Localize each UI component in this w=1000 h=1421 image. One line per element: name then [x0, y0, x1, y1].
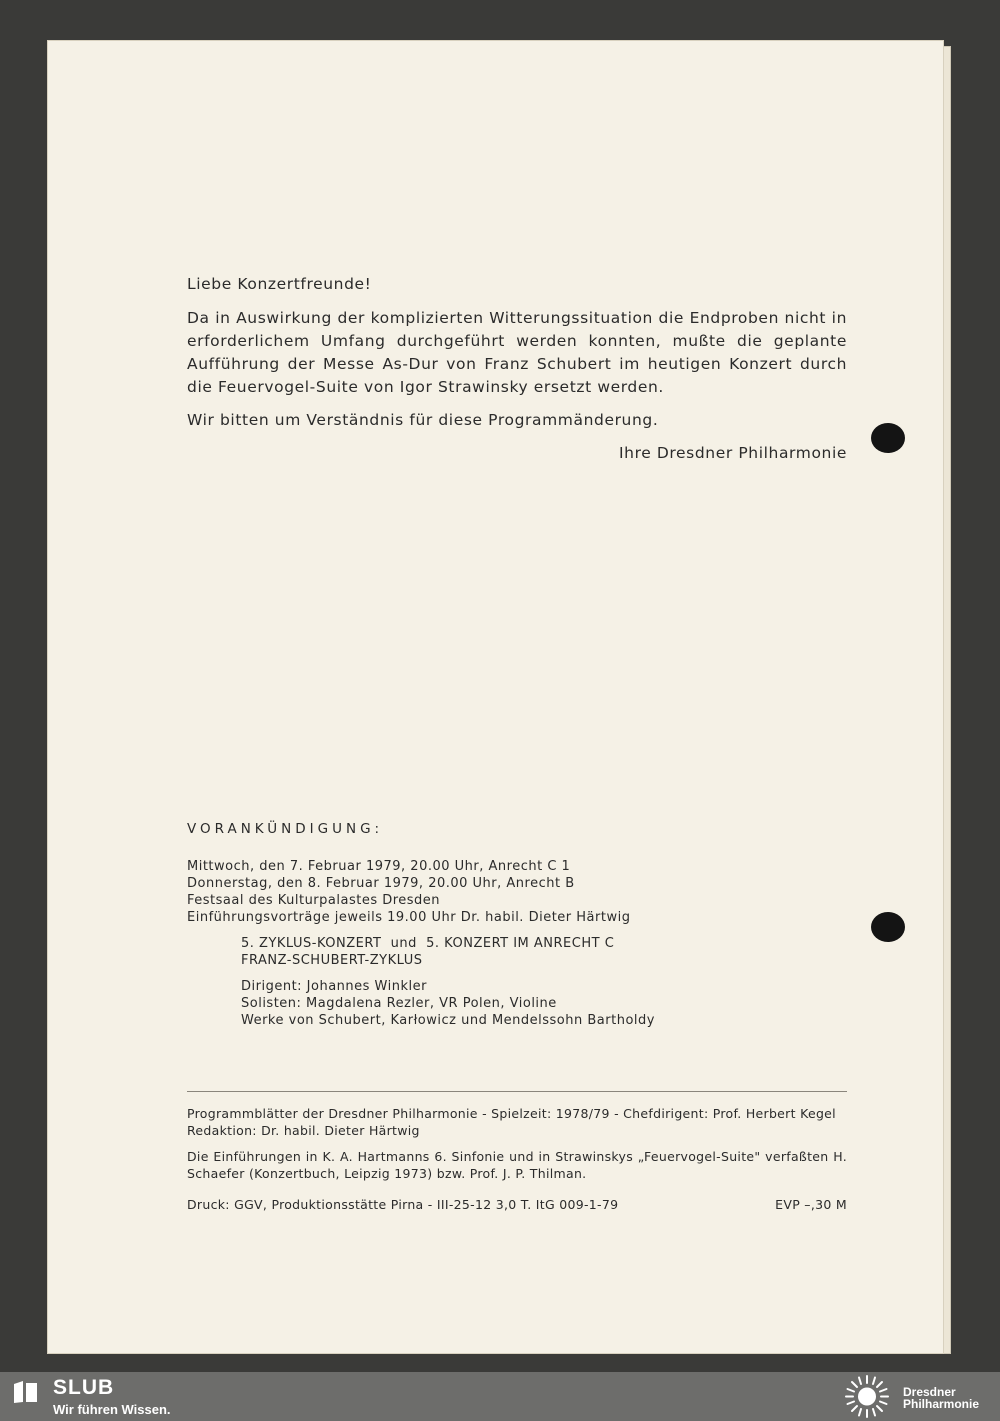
date-line: Mittwoch, den 7. Februar 1979, 20.00 Uhr, Anrecht C 1 [187, 859, 571, 874]
viewer-footer-bar [0, 1372, 1000, 1421]
print-info: Druck: GGV, Produktionsstätte Pirna - III-25-12 3,0 T. ItG 009-1-79 [187, 1197, 619, 1212]
announcement-heading: VORANKÜNDIGUNG: [187, 821, 384, 837]
letter-body: Da in Auswirkung der komplizierten Witterungssituation die Endproben nicht in erforderlichem Umfang durchgeführt werden konnten, mußte die geplante Aufführung der Messe As-Dur von Franz Schubert im heutigen Konzert durch die Feuervogel-Suite von Igor Strawinsky ersetzt werden. [187, 309, 847, 396]
slub-name[interactable]: SLUB [53, 1376, 115, 1399]
divider [187, 1091, 847, 1092]
letter-greeting: Liebe Konzertfreunde! [187, 275, 372, 293]
preview-announcement [187, 821, 847, 1029]
punch-hole [871, 912, 905, 942]
concert-cycle: FRANZ-SCHUBERT-ZYKLUS [241, 953, 423, 968]
venue-line: Festsaal des Kulturpalastes Dresden [187, 893, 441, 908]
lecture-line: Einführungsvorträge jeweils 19.00 Uhr Dr. habil. Dieter Härtwig [187, 910, 631, 925]
works-line: Werke von Schubert, Karłowicz und Mendelssohn Bartholdy [241, 1013, 655, 1028]
letter-signature: Ihre Dresdner Philharmonie [618, 444, 847, 462]
slub-book-icon[interactable] [12, 1380, 39, 1404]
punch-hole [871, 423, 905, 453]
conductor-line: Dirigent: Johannes Winkler [241, 979, 427, 994]
letter-request: Wir bitten um Verständnis für diese Programmänderung. [187, 411, 659, 429]
date-line: Donnerstag, den 8. Februar 1979, 20.00 Uhr, Anrecht B [187, 876, 575, 891]
imprint [187, 1105, 847, 1213]
notice-letter [187, 273, 847, 475]
price: EVP –,30 M [775, 1197, 847, 1212]
introductions-note: Die Einführungen in K. A. Hartmanns 6. Sinfonie und in Strawinskys „Feuervogel-Suite" verfaßten H. Schaefer (Konzertbuch, Leipzig 1973) bzw. Prof. J. P. Thilman. [187, 1149, 847, 1181]
program-sheet [47, 40, 944, 1354]
philharmonie-name: Dresdner Philharmonie [903, 1385, 980, 1411]
philharmonie-sunburst-icon[interactable] [843, 1374, 891, 1419]
concert-title: 5. ZYKLUS-KONZERT und 5. KONZERT IM ANRECHT C [241, 936, 615, 951]
credits-line: Programmblätter der Dresdner Philharmonie - Spielzeit: 1978/79 - Chefdirigent: Prof. Herbert Kegel [187, 1106, 836, 1121]
soloist-line: Solisten: Magdalena Rezler, VR Polen, Violine [241, 996, 557, 1011]
slub-tagline: Wir führen Wissen. [53, 1402, 171, 1417]
editor-line: Redaktion: Dr. habil. Dieter Härtwig [187, 1123, 420, 1138]
